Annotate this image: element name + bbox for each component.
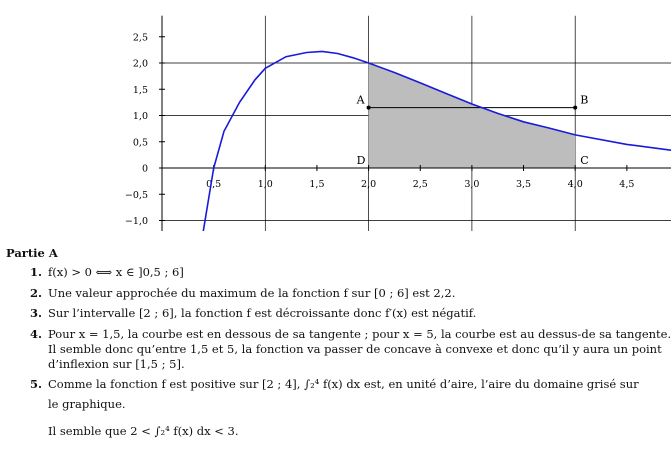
y-tick-label: −0,5 [124, 189, 148, 201]
x-tick-label: 0,5 [206, 179, 222, 190]
x-tick-label: 2,0 [361, 179, 377, 190]
y-tick-label: −1,0 [124, 216, 148, 227]
part-title: Partie A [6, 246, 58, 260]
item-line: Une valeur approchée du maximum de la fonction f sur [0 ; 6] est 2,2. [48, 286, 456, 300]
x-tick-label: 3,0 [464, 179, 480, 190]
item-line: Il semble donc qu’entre 1,5 et 5, la fonction va passer de concave à convexe et donc qu’il y aura un point [48, 342, 662, 356]
x-tick-label: 2,5 [412, 179, 428, 190]
item-text [48, 377, 639, 412]
item-number: 1. [29, 265, 42, 279]
item-line: f(x) > 0 ⟺ x ∈ ]0,5 ; 6] [48, 265, 184, 279]
item-number: 2. [29, 286, 42, 300]
item-line: d’inflexion sur [1,5 ; 5]. [48, 357, 185, 371]
point-label-d: D [356, 154, 366, 167]
item-text [48, 286, 455, 301]
point-a [367, 106, 371, 110]
item-number: 4. [29, 327, 42, 341]
point-b [573, 106, 577, 110]
item-text [48, 306, 476, 321]
y-tick-label: 2,5 [132, 32, 148, 44]
item-line: le graphique. [48, 397, 126, 411]
y-tick-label: 1,5 [132, 84, 148, 96]
item-text [48, 327, 671, 372]
x-tick-label: 3,5 [515, 179, 532, 190]
y-tick-labels [125, 32, 165, 227]
x-tick-label: 1,5 [309, 179, 325, 190]
item-line: Sur l’intervalle [2 ; 6], la fonction f est décroissante donc f′(x) est négatif. [48, 306, 477, 320]
item-line: Comme la fonction f est positive sur [2 ; 4], ∫₂⁴ f(x) dx est, en unité d’aire, l’aire du domaine grisé sur [48, 377, 639, 391]
item-number: 5. [29, 377, 42, 391]
y-tick-label: 2,0 [132, 58, 148, 70]
y-tick-label: 1,0 [132, 111, 148, 122]
item-text [48, 265, 184, 280]
x-tick-label: 1,0 [257, 179, 273, 190]
point-label-b: B [580, 93, 589, 107]
y-tick-label: 0,5 [132, 137, 148, 149]
conclusion: Il semble que 2 < ∫₂⁴ f(x) dx < 3. [48, 424, 239, 438]
x-tick-label: 4,5 [619, 179, 635, 190]
x-tick-labels [206, 165, 671, 190]
x-tick-label: 4,0 [567, 179, 583, 190]
item-number: 3. [29, 306, 42, 320]
point-label-c: C [580, 154, 589, 167]
y-tick-label: 0 [141, 163, 148, 175]
item-line: Pour x = 1,5, la courbe est en dessous de sa tangente ; pour x = 5, la courbe est au dessus-de sa tangente. [48, 327, 671, 341]
point-label-a: A [356, 93, 365, 107]
